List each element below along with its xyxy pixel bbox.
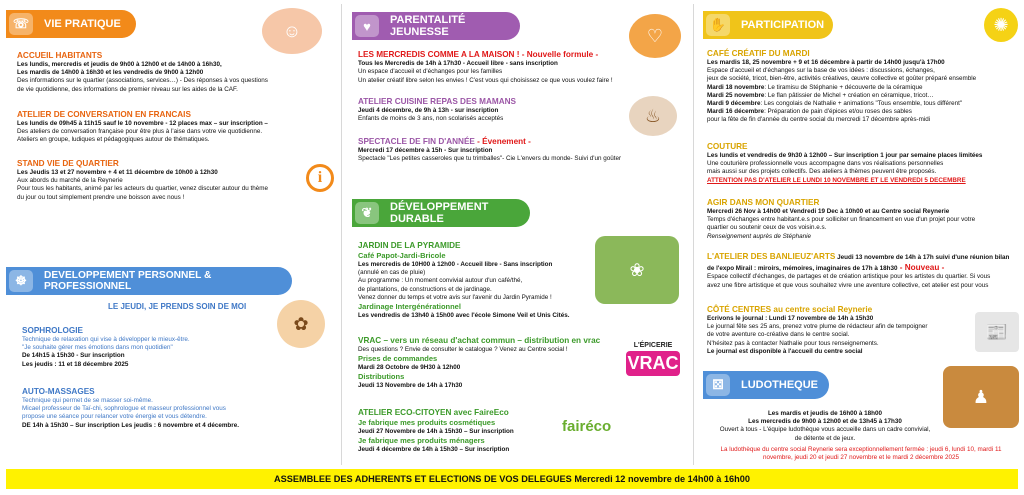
faireco-logo: fairéco [562, 418, 612, 435]
cafe-creatif-block: CAFÉ CRÉATIF DU MARDI Les mardis 18, 25 novembre + 9 et 16 décembre à partir de 14h00 jusqu'à 17h00 Espace d'accueil et d'échanges sur la base de vos idées : discussions, échanges, jeux de société, tricot, bien-être, activités créatives, œuvre collective et goûter préparé ensemble Mardi 18 novembre: Le tiramisu de Stéphanie + découverte de la céramique Mardi 25 novembre: Le flan pâtissier de Michel + création en céramique, tricot… Mardi 9 décembre: Les congolais de Nathalie + animations "Tous ensemble, tous différent" Mardi 16 décembre: Préparation de pain d'épices et/ou roses des sables pour la fête de fin d'année du centre social du mercredi 17 décembre après-midi [707, 49, 977, 124]
meditation-icon: ☸ [9, 270, 33, 292]
footer-banner [6, 469, 1018, 489]
dev-perso-title: DEVELOPPEMENT PERSONNEL & PROFESSIONNEL [44, 270, 212, 292]
accueil-block: ACCUEIL HABITANTS Les lundis, mercredis et jeudis de 9h00 à 12h00 et de 14h00 à 16h30, Les mardis de 14h00 à 16h30 et les vendredis de 9h00 à 12h00 Des informations sur le quartier (associations, services…) - Des réponses à vos questions de vie quotidienne, des informations de premier niveau sur les aides de la CAF. [17, 51, 268, 93]
dev-perso-subtitle: LE JEUDI, JE PRENDS SOIN DE MOI [108, 302, 247, 311]
info-icon: i [306, 164, 334, 192]
community-icon: ✺ [984, 8, 1018, 42]
hands-icon: ✋ [706, 14, 730, 36]
parentalite-header [352, 12, 520, 40]
dice-icon: ⚄ [706, 374, 730, 396]
participation-title: PARTICIPATION [741, 19, 825, 31]
board-game-icon: ♟ [943, 366, 1019, 428]
sophrologie-block: SOPHROLOGIE Technique de relaxation qui vise à développer le mieux-être. "Je souhaite gérer mes émotions dans mon quotidien" De 14h15 à 15h30 - Sur inscription Les jeudis : 11 et 18 décembre 2025 [22, 326, 190, 368]
automassage-block: AUTO-MASSAGES Technique qui permet de se masser soi-même. Micael professeur de Taï-chi, sophrologue et masseur professionnel vous propose une séance pour relancer votre énergie et vous détendre. DE 14h à 15h30 – Sur inscription Les jeudis : 6 novembre et 4 décembre. [22, 387, 239, 429]
vie-pratique-title: VIE PRATIQUE [44, 18, 121, 30]
ludotheque-header [703, 371, 829, 399]
column-middle [344, 0, 689, 468]
ludotheque-closures: La ludothèque du centre social Reynerie sera exceptionnellement fermée : jeudi 6, lundi 10, mardi 11 novembre, jeudi 20 et jeudi 27 novembre et le mardi 2 décembre 2025 [720, 446, 1002, 462]
yoga-person-icon: ✿ [277, 300, 325, 348]
mercredis-block: LES MERCREDIS COMME A LA MAISON ! - Nouvelle formule - Tous les Mercredis de 14h à 17h30 - Accueil libre - sans inscription Un espace d'accueil et d'échanges pour les familles Un atelier créatif libre selon les envies ! C'est vous qui choisissez ce que vous voulez faire ! [358, 50, 613, 84]
leaf-icon: ❦ [355, 202, 379, 224]
column-right [697, 0, 1024, 468]
column-left [0, 0, 338, 468]
conversation-block: ATELIER DE CONVERSATION EN FRANCAIS Les lundis de 09h45 à 11h15 sauf le 10 novembre - 12 places max – sur inscription – Des ateliers de conversation française pour être plus à l'aise dans votre vie quotidienne. Ateliers en groupe, ludiques et pédagogiques autour de thématiques. [17, 110, 268, 144]
vrac-block: VRAC – vers un réseau d'achat commun – distribution en vrac Des questions ? Envie de consulter le catalogue ? Venez au Centre social ! Prises de commandes Mardi 28 Octobre de 9H30 à 12h00 Distributions Jeudi 13 Novembre de 14h à 17h30 [358, 336, 601, 390]
vie-pratique-header [6, 10, 136, 38]
ludotheque-title: LUDOTHEQUE [741, 379, 818, 391]
divider [341, 4, 342, 465]
stand-block: STAND VIE DE QUARTIER Les Jeudis 13 et 27 novembre + 4 et 11 décembre de 10h00 à 12h30 Aux abords du marché de la Reynerie Pour tous les habitants, animé par les acteurs du quartier, venez discuter autour du thème du jour ou tout simplement prendre une boisson avec nous ! [17, 159, 268, 201]
ecocitoyen-block: ATELIER ECO-CITOYEN avec FaireEco Je fabrique mes produits cosmétiques Jeudi 27 Novembre de 14h à 15h30 – Sur inscription Je fabrique mes produits ménagers Jeudi 4 décembre de 14h à 15h30 – Sur inscription [358, 408, 514, 454]
cote-centres-block: CÔTÉ CENTRES au centre social Reynerie Ecrivons le journal : Lundi 17 novembre de 14h à 15h30 Le journal fête ses 25 ans, prenez votre plume de rédacteur afin de tempoigner de votre aventure co-créative dans le centre social. N'hésitez pas à contacter Nathalie pour tous renseignements. Le journal est disponible à l'accueil du centre social [707, 305, 928, 355]
dev-perso-header [6, 267, 292, 295]
couture-block: COUTURE Les lundis et vendredis de 9h30 à 12h00 – Sur inscription 1 jour par semaine places limitées Une couturière professionnelle vous accompagne dans vos réalisations personnelles mais aussi sur des projets collectifs. Des ateliers à thèmes peuvent être proposés. ATTENTION PAS D'ATELIER LE LUNDI 10 NOVEMBRE ET LE VENDREDI 5 DECEMBRE [707, 142, 983, 184]
ludotheque-block: Les mardis et jeudis de 16h00 à 18h00 Les mercredis de 9h00 à 12h00 et de 13h45 à 17h30 Ouvert à tous - L'équipe ludothèque vous accueille dans un cadre convivial, de détente et de jeux. [719, 410, 931, 442]
cuisine-block: ATELIER CUISINE REPAS DES MAMANS Jeudi 4 décembre, de 9h à 13h - sur inscription Enfants de moins de 3 ans, non scolarisés acceptés [358, 97, 516, 123]
parentalite-title: PARENTALITÉ JEUNESSE [390, 14, 466, 38]
family-illustration-icon: ♡ [629, 14, 681, 58]
jardin-block: JARDIN DE LA PYRAMIDE Café Papot-Jardi-Bricole Les mercredis de 10H00 à 12h00 - Accueil libre - Sans inscription (annulé en cas de pluie) Au programme : Un moment convivial autour d'un café/thé, de plantations, de constructions et de jardinage. Venez donner du temps et votre avis sur l'avenir du Jardin Pyramide ! Jardinage Intergénérationnel Les vendredis de 13h40 à 15h00 avec l'école Simone Veil et Unis Cités. [358, 241, 570, 320]
info-desk-icon: ☏ [9, 13, 33, 35]
spectacle-block: SPECTACLE DE FIN D'ANNÉE - Évenement - Mercredi 17 décembre à 15h - Sur inscription Spectacle "Les petites casseroles que tu trimballes"- Cie L'envers du monde- Suivi d'un goûter [358, 137, 622, 163]
banlieuzarts-block: L'ATELIER DES BANLIEUZ'ARTS Jeudi 13 novembre de 14h à 17h suivi d'une réunion bilan de l'expo Mirail : miroirs, mémoires, imaginaires de 17h à 18h30 - Nouveau - Espace collectif d'échanges, de partages et de création artistique pour les artistes du quartier. Si vous avez une fibre artistique et que vous souhaitez vivre une aventure collective, cet atelier est pour vous [707, 252, 1010, 289]
agir-block: AGIR DANS MON QUARTIER Mercredi 26 Nov à 14h00 et Vendredi 19 Dec à 10h00 et au Centre social Reynerie Temps d'échanges entre habitant.e.s pour solliciter un financement en vue d'un projet pour votre quartier ou soutenir ceux de vos voisin.e.s. Renseignement auprès de Stéphanie [707, 198, 976, 240]
epicerie-vrac-logo: L'ÉPICERIE VRAC [626, 342, 680, 388]
durable-header [352, 199, 530, 227]
newspaper-icon: 📰 [975, 312, 1019, 352]
participation-header [703, 11, 833, 39]
durable-title: DÉVELOPPEMENT DURABLE [390, 201, 489, 225]
cooking-icon: ♨ [629, 96, 677, 136]
family-icon: ♥ [355, 15, 379, 37]
divider [693, 4, 694, 465]
people-talking-icon: ☺ [262, 8, 322, 54]
gardening-people-icon: ❀ [595, 236, 679, 304]
footer-text: ASSEMBLEE DES ADHERENTS ET ELECTIONS DE VOS DELEGUES Mercredi 12 novembre de 14h00 à 16h00 [273, 474, 750, 484]
